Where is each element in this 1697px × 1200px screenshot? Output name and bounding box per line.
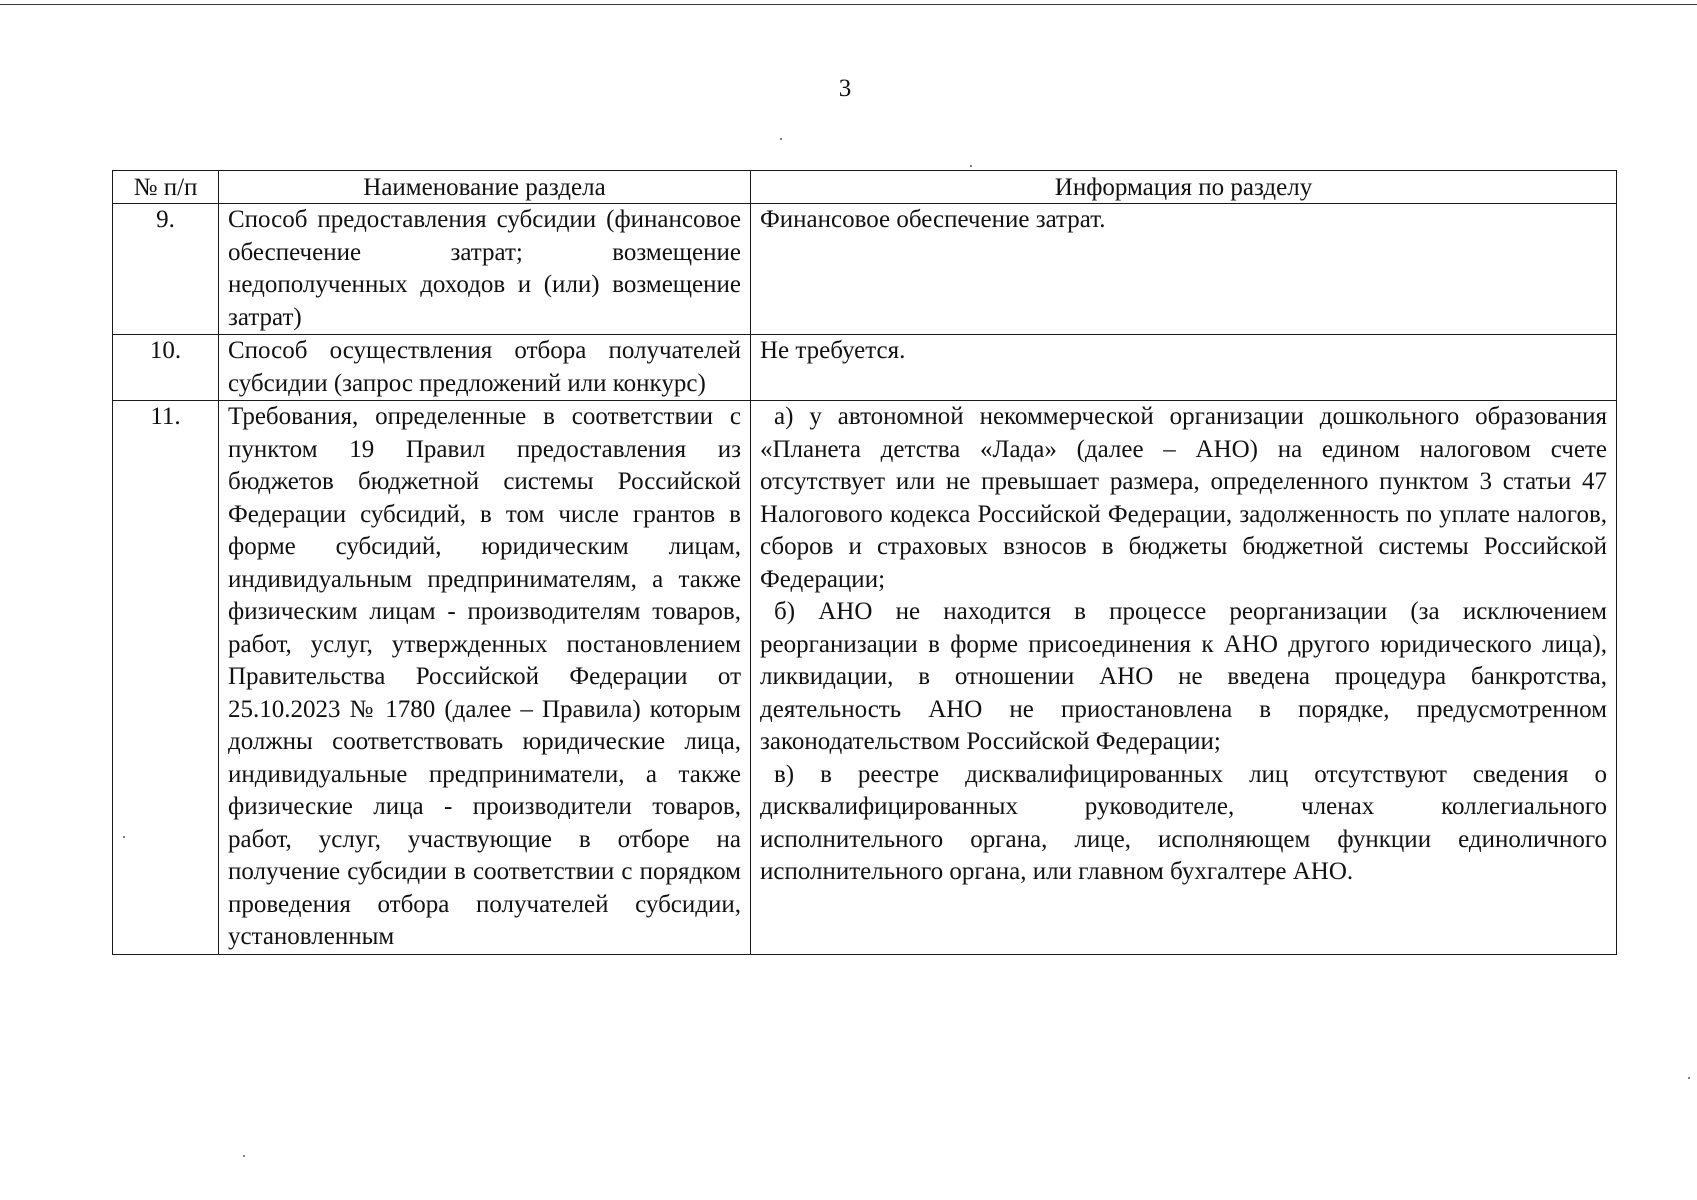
- header-section-info: Информация по разделу: [751, 171, 1617, 204]
- row-number: 11.: [113, 401, 219, 955]
- scan-speck: [780, 138, 782, 140]
- info-paragraph-b: б) АНО не находится в процессе реорганизации (за исключением реорганизации в форме присоединения к АНО другого юридического лица), ликвидации, в отношении АНО не введена процедура банкротства, деятельность АНО не приостановлена в порядке, предусмотренном законодательством Российской Федерации;: [760, 598, 1607, 755]
- info-paragraph: Финансовое обеспечение затрат.: [760, 206, 1106, 233]
- section-info-cell: [751, 204, 1617, 335]
- scan-speck: [970, 165, 972, 167]
- info-paragraph-a: а) у автономной некоммерческой организации дошкольного образования «Планета детства «Лада» (далее – АНО) на едином налоговом счете отсутствует или не превышает размера, определенного пунктом 3 статьи 47 Налогового кодекса Российской Федерации, задолженность по уплате налогов, сборов и страховых взносов в бюджеты бюджетной системы Российской Федерации;: [760, 403, 1607, 593]
- section-info-cell: [751, 335, 1617, 401]
- scan-speck: [243, 1155, 245, 1157]
- table-row: [113, 335, 1617, 401]
- page-number: 3: [838, 75, 852, 102]
- section-table: [112, 170, 1617, 955]
- row-number: 10.: [113, 335, 219, 401]
- scan-edge-line: [0, 4, 1697, 5]
- info-paragraph: Не требуется.: [760, 337, 906, 364]
- section-info-cell: [751, 401, 1617, 955]
- table-row: [113, 204, 1617, 335]
- section-name-cell: Требования, определенные в соответствии с пунктом 19 Правил предоставления из бюджетов бюджетной системы Российской Федерации субсидий, в том числе грантов в форме субсидий, юридическим лицам, индивидуальным предпринимателям, а также физическим лицам - производителям товаров, работ, услуг, утвержденных постановлением Правительства Российской Федерации от 25.10.2023 № 1780 (далее – Правила) которым должны соответствовать юридические лица, индивидуальные предприниматели, а также физические лица - производители товаров, работ, услуг, участвующие в отборе на получение субсидии в соответствии с порядком проведения отбора получателей субсидии, установленным: [219, 401, 751, 955]
- row-number: 9.: [113, 204, 219, 335]
- header-num: № п/п: [113, 171, 219, 204]
- table-header-row: [113, 171, 1617, 204]
- scan-speck: [1688, 1077, 1690, 1079]
- info-paragraph-c: в) в реестре дисквалифицированных лиц отсутствуют сведения о дисквалифицированных руководителе, членах коллегиального исполнительного органа, лице, исполняющем функции единоличного исполнительного органа, или главном бухгалтере АНО.: [760, 760, 1607, 885]
- section-name-cell: Способ осуществления отбора получателей субсидии (запрос предложений или конкурс): [219, 335, 751, 401]
- header-section-name: Наименование раздела: [219, 171, 751, 204]
- section-name-cell: Способ предоставления субсидии (финансовое обеспечение затрат; возмещение недополученных доходов и (или) возмещение затрат): [219, 204, 751, 335]
- table-row: [113, 401, 1617, 955]
